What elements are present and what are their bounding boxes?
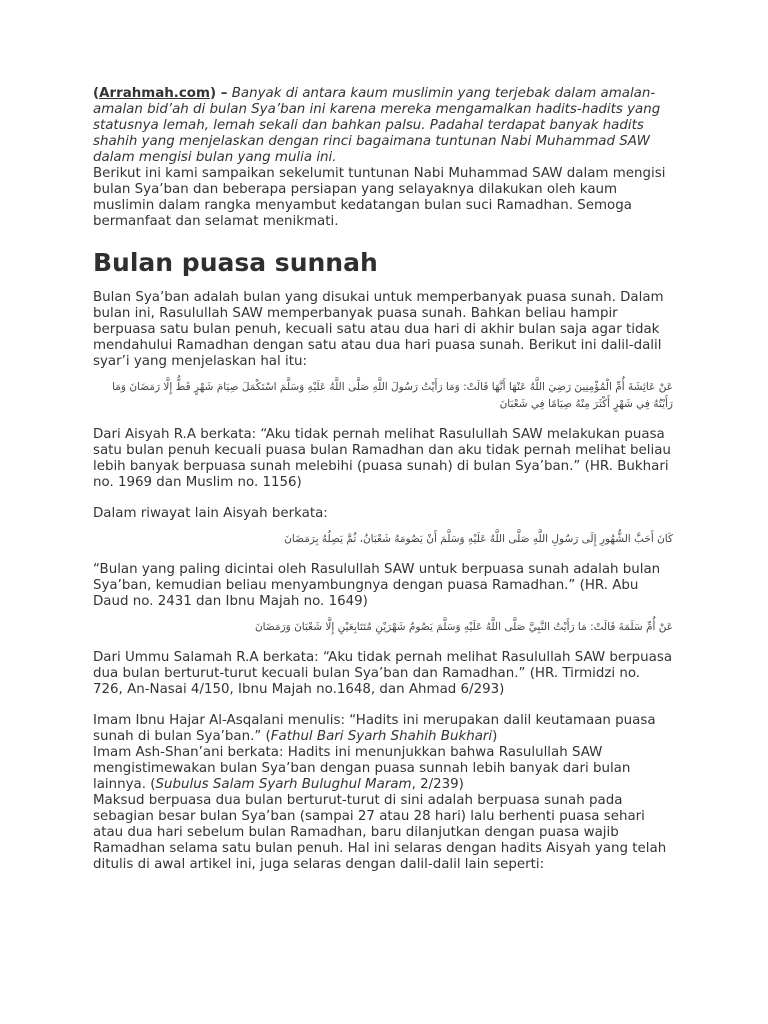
paragraph-4: “Bulan yang paling dicintai oleh Rasulullah SAW untuk berpuasa sunah adalah bulan Sya’ban, kemudian beliau menyambungnya dengan puasa Ramadhan.” (HR. Abu Daud no. 2431 dan Ibnu Majah no. 1649) — [93, 562, 661, 609]
article — [93, 86, 673, 873]
paragraph-8: Maksud berpuasa dua bulan berturut-turut di sini adalah berpuasa sunah pada sebagian besar bulan Sya’ban (sampai 27 atau 28 hari) lalu berhenti puasa sehari atau dua hari sebelum bulan Ramadhan, baru dilanjutkan dengan puasa wajib Ramadhan selama satu bulan penuh. Hal ini selaras dengan hadits Aisyah yang telah ditulis di awal artikel ini, juga selaras dengan dalil-dalil lain seperti: — [93, 793, 667, 872]
arabic-hadith-3: عَنْ أُمِّ سَلَمَةَ قَالَتْ: مَا رَأَيْتُ النَّبِيَّ صَلَّى اللَّهُ عَلَيْهِ وَسَلَّمَ يَصُومُ شَهْرَيْنِ مُتَتَابِعَيْنِ إِلَّا شَعْبَانَ وَرَمَضَانَ — [254, 621, 673, 633]
open-paren: ( — [93, 86, 100, 101]
intro-lead: Banyak di antara kaum muslimin yang terjebak dalam amalan-amalan bid’ah di bulan Sya’ban ini karena mereka mengamalkan hadits-hadits yang statusnya lemah, lemah sekali dan bahkan palsu. Padahal terdapat banyak hadits shahih yang menjelaskan dengan rinci bagaimana tuntunan Nabi Muhammad SAW dalam mengisi bulan yang mulia ini. — [93, 86, 661, 165]
source-dash: ) – — [209, 86, 228, 101]
source-link[interactable]: Arrahmah.com — [99, 86, 210, 101]
intro-paragraph — [93, 86, 673, 166]
paragraph-2: Dari Aisyah R.A berkata: “Aku tidak pernah melihat Rasulullah SAW melakukan puasa satu bulan penuh kecuali puasa bulan Ramadhan dan aku tidak pernah melihat beliau lebih banyak berpuasa sunah melebihi (puasa sunah) di bulan Sya’ban.” (HR. Bukhari no. 1969 dan Muslim no. 1156) — [93, 427, 671, 490]
reference-fathul-bari: Fathul Bari Syarh Shahih Bukhari — [270, 729, 493, 744]
reference-subulus-salam: Subulus Salam Syarh Bulughul Maram — [155, 777, 412, 792]
arabic-hadith-2: كَانَ أَحَبَّ الشُّهُورِ إِلَى رَسُولِ اللَّهِ صَلَّى اللَّهُ عَلَيْهِ وَسَلَّمَ أَنْ يَصُومَهُ شَعْبَانُ، ثُمَّ يَصِلُهُ بِرَمَضَانَ — [284, 533, 673, 545]
section-heading: Bulan puasa sunnah — [93, 248, 378, 277]
paragraph-5: Dari Ummu Salamah R.A berkata: “Aku tidak pernah melihat Rasulullah SAW berpuasa dua bulan berturut-turut kecuali bulan Sya’ban dan Ramadhan.” (HR. Tirmidzi no. 726, An-Nasai 4/150, Ibnu Majah no.1648, dan Ahmad 6/293) — [93, 650, 673, 697]
intro-body: Berikut ini kami sampaikan sekelumit tuntunan Nabi Muhammad SAW dalam mengisi bulan Sya’ban dan beberapa persiapan yang selayaknya dilakukan oleh kaum muslimin dalam rangka menyambut kedatangan bulan suci Ramadhan. Semoga bermanfaat dan selamat menikmati. — [93, 166, 666, 229]
arabic-hadith-1: عَنْ عَائِشَةَ أُمِّ الْمُؤْمِنِينَ رَضِيَ اللَّهُ عَنْهَا أَنَّهَا قَالَتْ: وَمَا رَأَيْتُ رَسُولَ اللَّهِ صَلَّى اللَّهُ عَلَيْهِ وَسَلَّمَ اسْتَكْمَلَ صِيَامَ شَهْرٍ قَطُّ إِلَّا رَمَضَانَ وَمَا رَأَيْتُهُ فِي شَهْرٍ أَكْثَرَ مِنْهُ صِيَامًا فِي شَعْبَانَ — [112, 381, 673, 410]
paragraph-1: Bulan Sya’ban adalah bulan yang disukai untuk memperbanyak puasa sunah. Dalam bulan ini, Rasulullah SAW memperbanyak puasa sunah. Bahkan beliau hampir berpuasa satu bulan penuh, kecuali satu atau dua hari di akhir bulan saja agar tidak mendahului Ramadhan dengan satu atau dua hari puasa sunah. Berikut ini dalil-dalil syar’i yang menjelaskan hal itu: — [93, 290, 664, 369]
paragraph-3: Dalam riwayat lain Aisyah berkata: — [93, 506, 328, 521]
paragraph-7: Imam Ash-Shan’ani berkata: Hadits ini menunjukkan bahwa Rasulullah SAW mengistimewakan bulan Sya’ban dengan puasa sunnah lebih banyak dari bulan lainnya. (Subulus Salam Syarh Bulughul Maram, 2/239) — [93, 745, 631, 792]
paragraph-6: Imam Ibnu Hajar Al-Asqalani menulis: “Hadits ini merupakan dalil keutamaan puasa sunah di bulan Sya’ban.” (Fathul Bari Syarh Shahih Bukhari) — [93, 713, 656, 744]
